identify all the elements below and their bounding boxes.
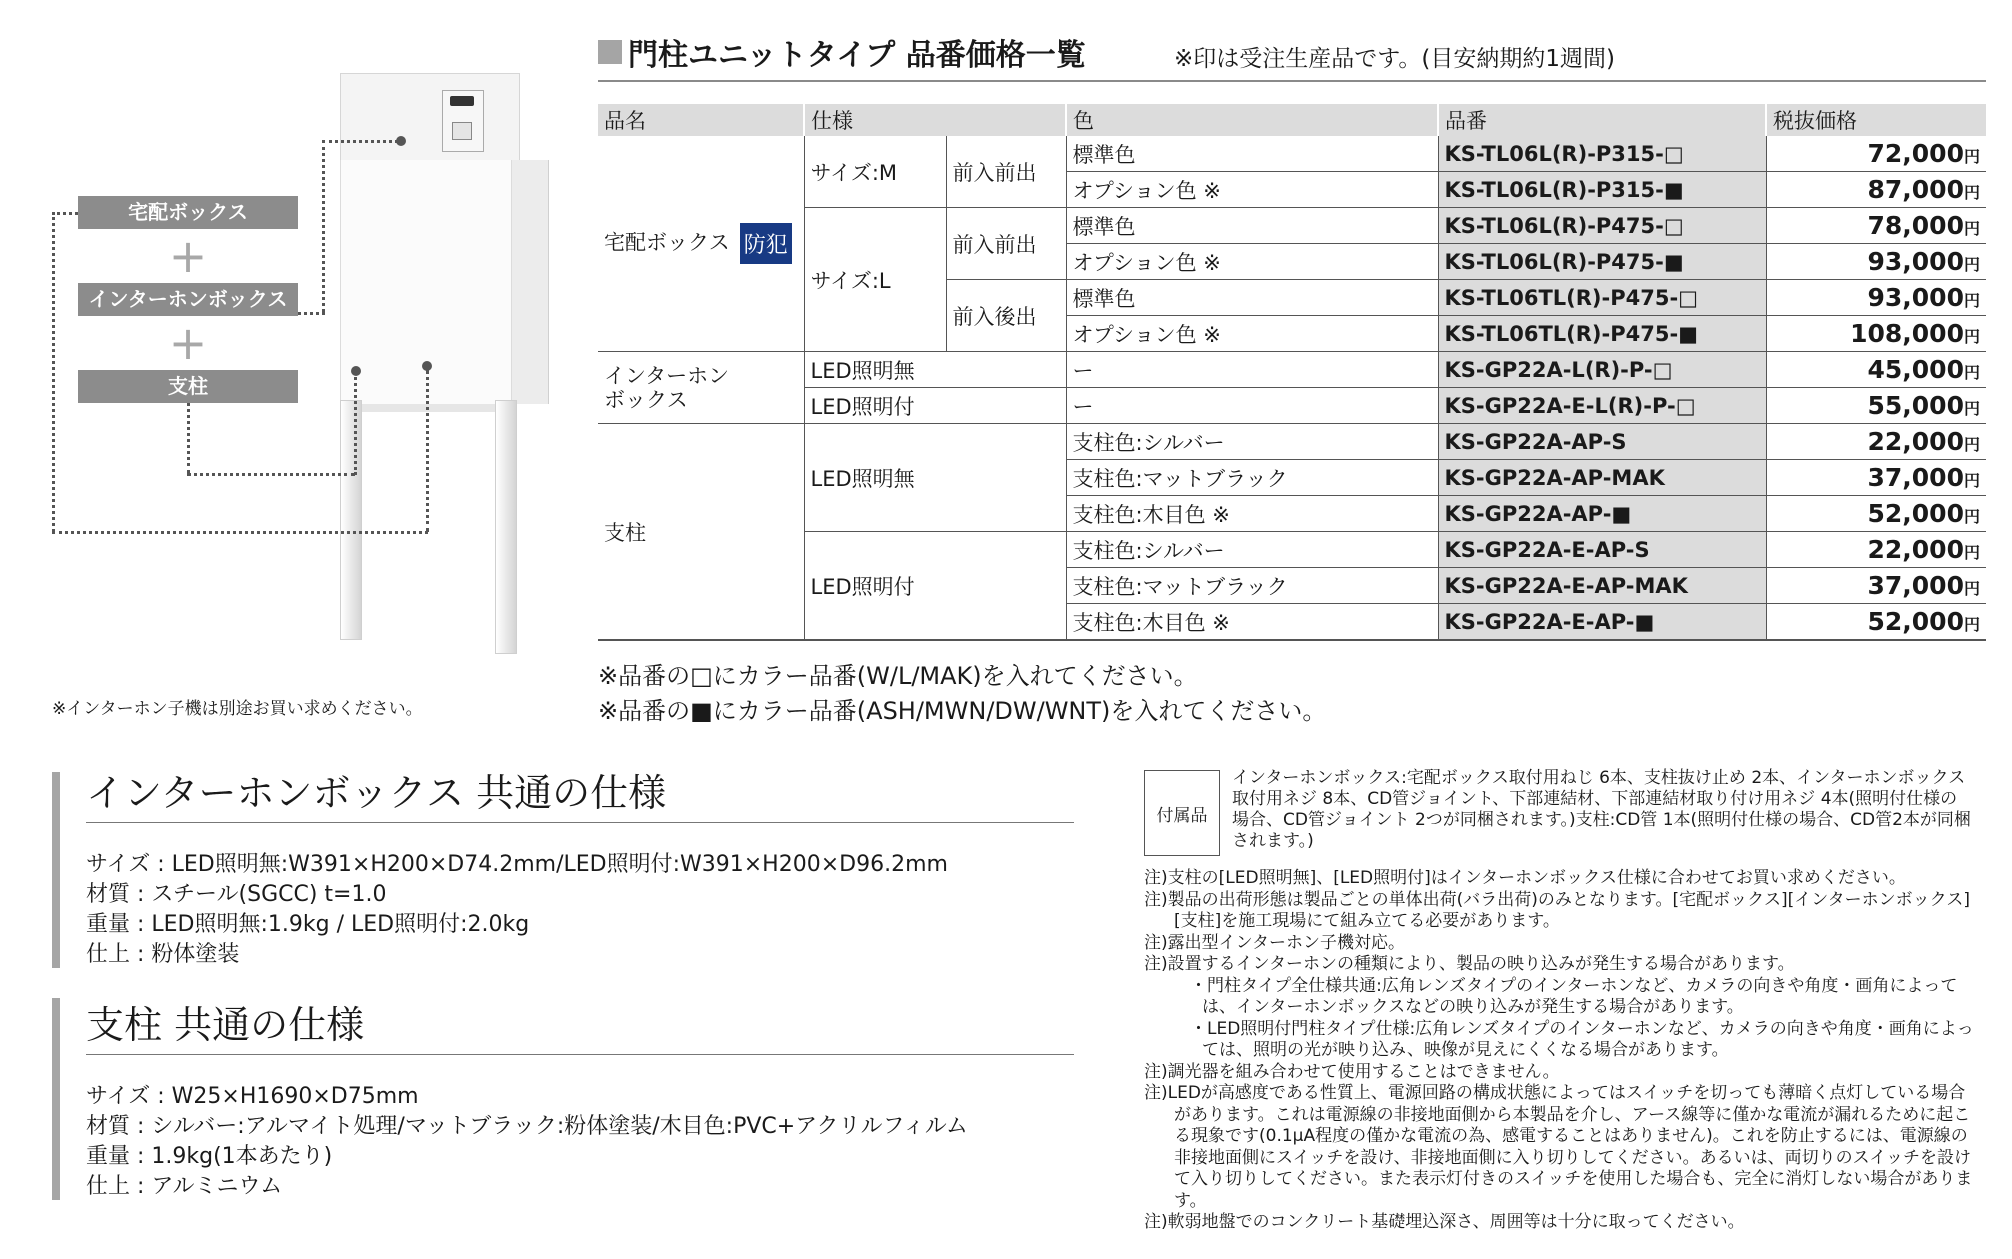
post-spec-size: サイズ : W25×H1690×D75mm [86,1084,419,1109]
cell-intercom-box: インターホン ボックス [598,352,804,424]
table-note-white-box: ※品番の□にカラー品番(W/L/MAK)を入れてください。 [598,662,1198,690]
header-color: 色 [1066,104,1438,136]
spec-rule [86,1054,1074,1055]
price-list-title: 門柱ユニットタイプ 品番価格一覧 [628,38,1086,73]
note-item: 注)調光器を組み合わせて使用することはできません。 [1144,1061,1560,1082]
cell-led-on: LED照明付 [804,388,1066,424]
post-spec-title: 支柱 共通の仕様 [86,1003,365,1047]
cell-part-number: KS-GP22A-AP-MAK [1438,460,1766,496]
cell-part-number: KS-TL06L(R)-P475-□ [1438,208,1766,244]
post-right [495,400,517,654]
table-row [598,388,1986,424]
intercom-spec-weight: 重量 : LED照明無:1.9kg / LED照明付:2.0kg [86,912,530,937]
cell-front-front: 前入前出 [946,208,1066,280]
leader-line [52,212,78,215]
cell-color: オプション色 ※ [1066,172,1438,208]
leader-line [52,531,428,534]
accessories-text: インターホンボックス:宅配ボックス取付用ねじ 6本、支柱抜け止め 2本、インターホンボックス取付用ネジ 8本、CD管ジョイント、下部連結材、下部連結材取り付け用ネジ 4本(照明付仕様の場合、CD管ジョイント 2つが同梱されます。)支柱:CD管 1本(照明付仕様の場合、CD管2本が同梱されます。) [1232,768,1971,851]
cell-price: 37,000円 [1766,568,1986,604]
cell-price: 108,000円 [1766,316,1986,352]
note-item: 注)露出型インターホン子機対応。 [1144,932,1405,953]
cell-part-number: KS-GP22A-E-L(R)-P-□ [1438,388,1766,424]
header-part-number: 品番 [1438,104,1766,136]
cell-color: 支柱色:木目色 ※ [1066,604,1438,641]
cell-delivery-box [598,136,804,352]
leader-line [298,312,325,315]
cell-part-number: KS-GP22A-L(R)-P-□ [1438,352,1766,388]
cell-price: 87,000円 [1766,172,1986,208]
cell-part-number: KS-TL06L(R)-P315-□ [1438,136,1766,172]
cell-price: 55,000円 [1766,388,1986,424]
cell-part-number: KS-TL06TL(R)-P475-■ [1438,316,1766,352]
cell-color: 支柱色:シルバー [1066,532,1438,568]
cell-color: 支柱色:木目色 ※ [1066,496,1438,532]
note-item: 注)設置するインターホンの種類により、製品の映り込みが発生する場合があります。 [1144,954,1795,974]
cell-price: 72,000円 [1766,136,1986,172]
cell-size-m: サイズ:M [804,136,946,208]
leader-line [187,473,355,476]
price-table [598,104,1986,641]
cell-color: 支柱色:マットブラック [1066,460,1438,496]
cell-color: オプション色 ※ [1066,244,1438,280]
leader-line [426,370,429,532]
title-square-icon [598,40,622,64]
cell-part-number: KS-TL06TL(R)-P475-□ [1438,280,1766,316]
cell-color: 標準色 [1066,280,1438,316]
label-post: 支柱 [78,370,298,403]
note-subitem: ・LED照明付門柱タイプ仕様:広角レンズタイプのインターホンなど、カメラの向きや角度・画角によっては、照明の光が映り込み、映像が見えにくくなる場合があります。 [1190,1018,1974,1060]
table-row [598,136,1986,172]
product-illustration [0,0,580,719]
intercom-button-icon [452,122,472,140]
post-spec-weight: 重量 : 1.9kg(1本あたり) [86,1144,333,1169]
leader-line [354,372,357,475]
cell-led-off: LED照明無 [804,352,1066,388]
cell-color: 標準色 [1066,136,1438,172]
price-list-title-note: ※印は受注生産品です。(目安納期約1週間) [1174,46,1616,72]
notes-list [1144,868,1974,1234]
delivery-box-side [510,160,549,404]
header-name: 品名 [598,104,804,136]
cell-color: 支柱色:シルバー [1066,424,1438,460]
cell-part-number: KS-TL06L(R)-P475-■ [1438,244,1766,280]
label-delivery-box: 宅配ボックス [78,196,298,229]
post-left [340,400,362,640]
intercom-camera-icon [450,96,474,106]
cell-color: 支柱色:マットブラック [1066,568,1438,604]
cell-price: 93,000円 [1766,244,1986,280]
leader-line [187,402,190,474]
cell-color: オプション色 ※ [1066,316,1438,352]
intercom-spec-finish: 仕上 : 粉体塗装 [86,942,240,967]
intercom-spec-size: サイズ : LED照明無:W391×H200×D74.2mm/LED照明付:W391×H200×D96.2mm [86,852,948,877]
table-row [598,352,1986,388]
cell-part-number: KS-GP22A-AP-■ [1438,496,1766,532]
note-item: 注)支柱の[LED照明無]、[LED照明付]はインターホンボックス仕様に合わせてお買い求めください。 [1144,868,1906,888]
cell-size-l: サイズ:L [804,208,946,352]
cell-front-rear: 前入後出 [946,280,1066,352]
cell-color: ー [1066,388,1438,424]
cell-price: 37,000円 [1766,460,1986,496]
title-rule [598,80,1986,82]
intercom-spec-material: 材質 : スチール(SGCC) t=1.0 [86,882,387,907]
note-subitem: ・門柱タイプ全仕様共通:広角レンズタイプのインターホンなど、カメラの向きや角度・画角によっては、インターホンボックスなどの映り込みが発生する場合があります。 [1190,975,1958,1017]
accessories-label: 付属品 [1144,770,1220,856]
cell-price: 93,000円 [1766,280,1986,316]
cell-price: 45,000円 [1766,352,1986,388]
table-note-black-box: ※品番の■にカラー品番(ASH/MWN/DW/WNT)を入れてください。 [598,697,1327,725]
post-spec-material: 材質 : シルバー:アルマイト処理/マットブラック:粉体塗装/木目色:PVC+アクリルフィルム [86,1114,968,1139]
anti-crime-badge: 防犯 [740,223,792,264]
intercom-handset-note: ※インターホン子機は別途お買い求めください。 [52,699,423,719]
cell-price: 22,000円 [1766,424,1986,460]
cell-price: 52,000円 [1766,604,1986,641]
spec-rule [86,822,1074,823]
intercom-spec-title: インターホンボックス 共通の仕様 [86,771,667,815]
cell-color: 標準色 [1066,208,1438,244]
cell-front-front: 前入前出 [946,136,1066,208]
leader-line [52,212,55,532]
cell-part-number: KS-GP22A-E-AP-■ [1438,604,1766,641]
table-row [598,208,1986,244]
label-intercom-box: インターホンボックス [78,283,298,316]
cell-led-on: LED照明付 [804,532,1066,641]
table-row [598,424,1986,460]
cell-part-number: KS-GP22A-E-AP-MAK [1438,568,1766,604]
table-header-row [598,104,1986,136]
note-item: 注)軟弱地盤でのコンクリート基礎埋込深さ、周囲等は十分に取ってください。 [1144,1212,1745,1232]
delivery-box-label: 宅配ボックス [604,230,730,255]
cell-post: 支柱 [598,424,804,641]
header-price: 税抜価格 [1766,104,1986,136]
spec-bar [52,998,60,1200]
cell-part-number: KS-GP22A-E-AP-S [1438,532,1766,568]
cell-price: 52,000円 [1766,496,1986,532]
plus-icon: + [168,316,208,370]
table-row [598,532,1986,568]
cell-part-number: KS-GP22A-AP-S [1438,424,1766,460]
leader-line [322,140,398,143]
cell-price: 78,000円 [1766,208,1986,244]
note-item: 注)LEDが高感度である性質上、電源回路の構成状態によってはスイッチを切っても薄暗く点灯している場合があります。これは電源線の非接地面側から本製品を介し、アース線等に僅かな電流が漏れるために起こる現象です(0.1μA程度の僅かな電流の為、感電することはありません)。これを防止するには、電源線の非接地面側にスイッチを設け、非接地面側に入り切りしてください。あるいは、両切りのスイッチを設けて入り切りしてください。また表示灯付きのスイッチを使用した場合も、完全に消灯しない場合があります。 [1144,1083,1973,1211]
note-item: 注)製品の出荷形態は製品ごとの単体出荷(バラ出荷)のみとなります。[宅配ボックス][インターホンボックス][支柱]を施工現場にて組み立てる必要があります。 [1144,889,1971,931]
box-bottom [340,404,510,412]
cell-led-off: LED照明無 [804,424,1066,532]
leader-line [322,140,325,312]
header-spec: 仕様 [804,104,1066,136]
cell-price: 22,000円 [1766,532,1986,568]
cell-color: ー [1066,352,1438,388]
spec-bar [52,772,60,968]
cell-part-number: KS-TL06L(R)-P315-■ [1438,172,1766,208]
post-spec-finish: 仕上 : アルミニウム [86,1174,283,1199]
plus-icon: + [168,229,208,283]
